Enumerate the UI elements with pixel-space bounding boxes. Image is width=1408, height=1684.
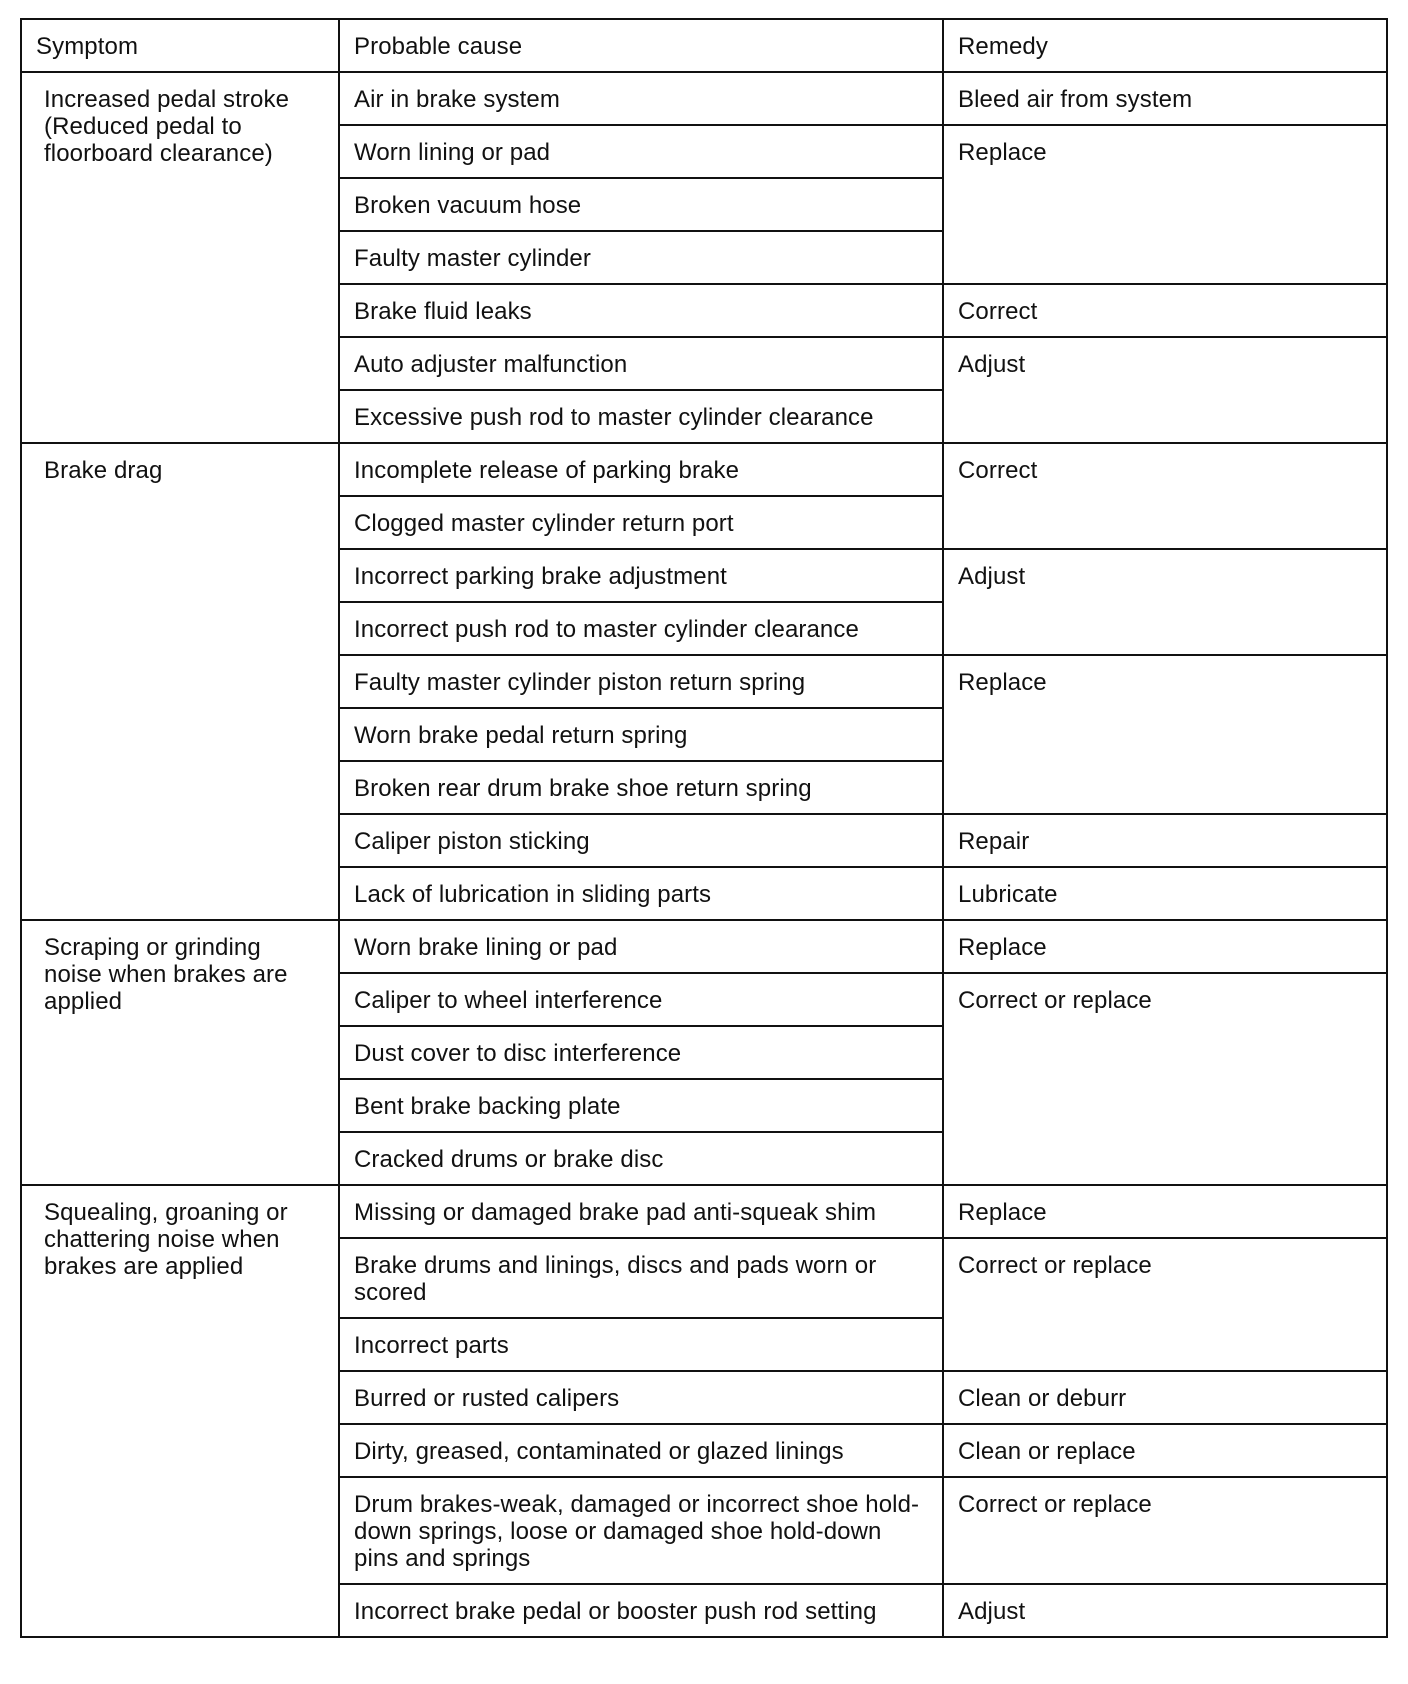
remedy-cell: Clean or replace — [943, 1424, 1387, 1477]
header-probable-cause: Probable cause — [339, 19, 943, 72]
symptom-cell: Squealing, groaning or chattering noise when brakes are applied — [21, 1185, 339, 1637]
remedy-cell: Bleed air from system — [943, 72, 1387, 125]
table-row — [21, 72, 1387, 125]
cause-cell: Incomplete release of parking brake — [339, 443, 943, 496]
remedy-cell: Adjust — [943, 1584, 1387, 1637]
table-row — [21, 920, 1387, 973]
remedy-cell: Correct or replace — [943, 1238, 1387, 1371]
remedy-cell: Replace — [943, 920, 1387, 973]
cause-cell: Incorrect parking brake adjustment — [339, 549, 943, 602]
cause-cell: Worn brake lining or pad — [339, 920, 943, 973]
cause-cell: Drum brakes-weak, damaged or incorrect shoe hold-down springs, loose or damaged shoe hold-down pins and springs — [339, 1477, 943, 1584]
cause-cell: Worn brake pedal return spring — [339, 708, 943, 761]
cause-cell: Air in brake system — [339, 72, 943, 125]
cause-cell: Incorrect parts — [339, 1318, 943, 1371]
cause-cell: Caliper piston sticking — [339, 814, 943, 867]
cause-cell: Brake drums and linings, discs and pads worn or scored — [339, 1238, 943, 1318]
table-row — [21, 443, 1387, 496]
cause-cell: Faulty master cylinder piston return spring — [339, 655, 943, 708]
remedy-cell: Clean or deburr — [943, 1371, 1387, 1424]
remedy-cell: Adjust — [943, 549, 1387, 655]
remedy-cell: Adjust — [943, 337, 1387, 443]
cause-cell: Auto adjuster malfunction — [339, 337, 943, 390]
cause-cell: Broken vacuum hose — [339, 178, 943, 231]
remedy-cell: Correct or replace — [943, 973, 1387, 1185]
troubleshooting-table — [20, 18, 1388, 1638]
remedy-cell: Correct — [943, 443, 1387, 549]
table-row — [21, 1185, 1387, 1238]
cause-cell: Lack of lubrication in sliding parts — [339, 867, 943, 920]
symptom-cell: Increased pedal stroke (Reduced pedal to floorboard clearance) — [21, 72, 339, 443]
cause-cell: Brake fluid leaks — [339, 284, 943, 337]
cause-cell: Burred or rusted calipers — [339, 1371, 943, 1424]
remedy-cell: Correct or replace — [943, 1477, 1387, 1584]
symptom-cell: Brake drag — [21, 443, 339, 920]
table-header — [21, 19, 1387, 72]
header-symptom: Symptom — [21, 19, 339, 72]
cause-cell: Broken rear drum brake shoe return spring — [339, 761, 943, 814]
cause-cell: Incorrect push rod to master cylinder clearance — [339, 602, 943, 655]
cause-cell: Caliper to wheel interference — [339, 973, 943, 1026]
cause-cell: Worn lining or pad — [339, 125, 943, 178]
remedy-cell: Replace — [943, 125, 1387, 284]
symptom-cell: Scraping or grinding noise when brakes are applied — [21, 920, 339, 1185]
remedy-cell: Correct — [943, 284, 1387, 337]
cause-cell: Excessive push rod to master cylinder clearance — [339, 390, 943, 443]
remedy-cell: Replace — [943, 1185, 1387, 1238]
remedy-cell: Lubricate — [943, 867, 1387, 920]
cause-cell: Cracked drums or brake disc — [339, 1132, 943, 1185]
header-remedy: Remedy — [943, 19, 1387, 72]
remedy-cell: Replace — [943, 655, 1387, 814]
cause-cell: Dust cover to disc interference — [339, 1026, 943, 1079]
cause-cell: Faulty master cylinder — [339, 231, 943, 284]
cause-cell: Missing or damaged brake pad anti-squeak shim — [339, 1185, 943, 1238]
cause-cell: Clogged master cylinder return port — [339, 496, 943, 549]
table-body — [21, 72, 1387, 1637]
cause-cell: Dirty, greased, contaminated or glazed linings — [339, 1424, 943, 1477]
remedy-cell: Repair — [943, 814, 1387, 867]
brake-troubleshooting-sheet — [20, 18, 1386, 1638]
header-row — [21, 19, 1387, 72]
cause-cell: Incorrect brake pedal or booster push rod setting — [339, 1584, 943, 1637]
cause-cell: Bent brake backing plate — [339, 1079, 943, 1132]
